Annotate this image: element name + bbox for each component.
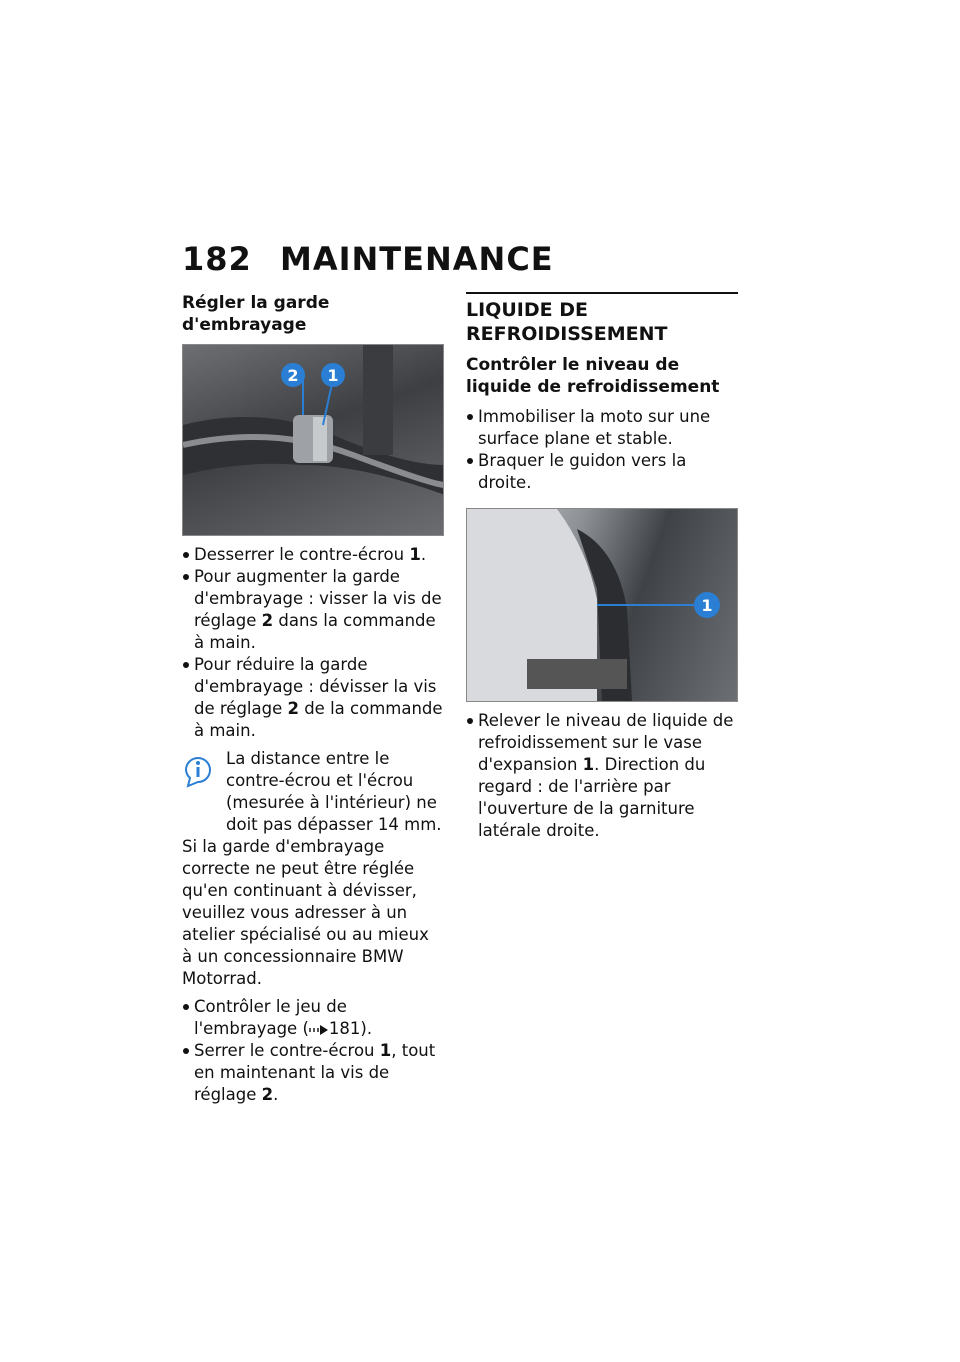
list-item: Contrôler le jeu de l'embrayage ( 181). bbox=[182, 996, 444, 1040]
list-item: Serrer le contre-écrou 1, tout en maintenant la vis de réglage 2. bbox=[182, 1040, 444, 1106]
note-text: La distance entre le contre-écrou et l'écrou (mesurée à l'intérieur) ne doit pas dépasser 14 mm. bbox=[226, 749, 442, 834]
left-column bbox=[182, 292, 444, 1106]
list-item: Desserrer le contre-écrou 1. bbox=[182, 544, 444, 566]
coolant-illustration bbox=[467, 509, 738, 701]
list-item: Pour augmenter la garde d'embrayage : visser la vis de réglage 2 dans la commande à main. bbox=[182, 566, 444, 654]
callout-1: 1 bbox=[327, 366, 339, 385]
callout-1: 1 bbox=[701, 596, 713, 615]
page-header bbox=[182, 240, 554, 278]
page-reference[interactable]: 181 bbox=[328, 1019, 361, 1038]
chapter-heading: MAINTENANCE bbox=[280, 240, 554, 278]
coolant-prep-list bbox=[466, 406, 738, 494]
page-number: 182 bbox=[182, 240, 252, 278]
page-reference-arrow-icon bbox=[309, 1024, 329, 1036]
list-item: Relever le niveau de liquide de refroidissement sur le vase d'expansion 1. Direction du regard : de l'arrière par l'ouverture de la garniture latérale droite. bbox=[466, 710, 738, 842]
chapter-title-coolant: LIQUIDE DE REFROIDISSEMENT bbox=[466, 292, 738, 346]
section-title-clutch: Régler la garde d'embrayage bbox=[182, 293, 330, 335]
clutch-steps-list-2 bbox=[182, 996, 444, 1106]
section-title-coolant: Contrôler le niveau de liquide de refroidissement bbox=[466, 355, 720, 397]
coolant-figure bbox=[466, 508, 738, 702]
list-item: Braquer le guidon vers la droite. bbox=[466, 450, 738, 494]
right-column bbox=[466, 292, 738, 842]
coolant-check-list bbox=[466, 710, 738, 842]
clutch-illustration bbox=[183, 345, 444, 535]
list-item: Immobiliser la moto sur une surface plane et stable. bbox=[466, 406, 738, 450]
info-note bbox=[182, 748, 444, 990]
list-item: Pour réduire la garde d'embrayage : dévisser la vis de réglage 2 de la commande à main. bbox=[182, 654, 444, 742]
note-text-2: Si la garde d'embrayage correcte ne peut être réglée qu'en continuant à dévisser, veuillez vous adresser à un atelier spécialisé ou au mieux à un concessionnaire BMW Motorrad. bbox=[182, 837, 429, 988]
clutch-steps-list bbox=[182, 544, 444, 742]
callout-2: 2 bbox=[287, 366, 299, 385]
info-icon bbox=[182, 752, 214, 788]
clutch-figure bbox=[182, 344, 444, 536]
